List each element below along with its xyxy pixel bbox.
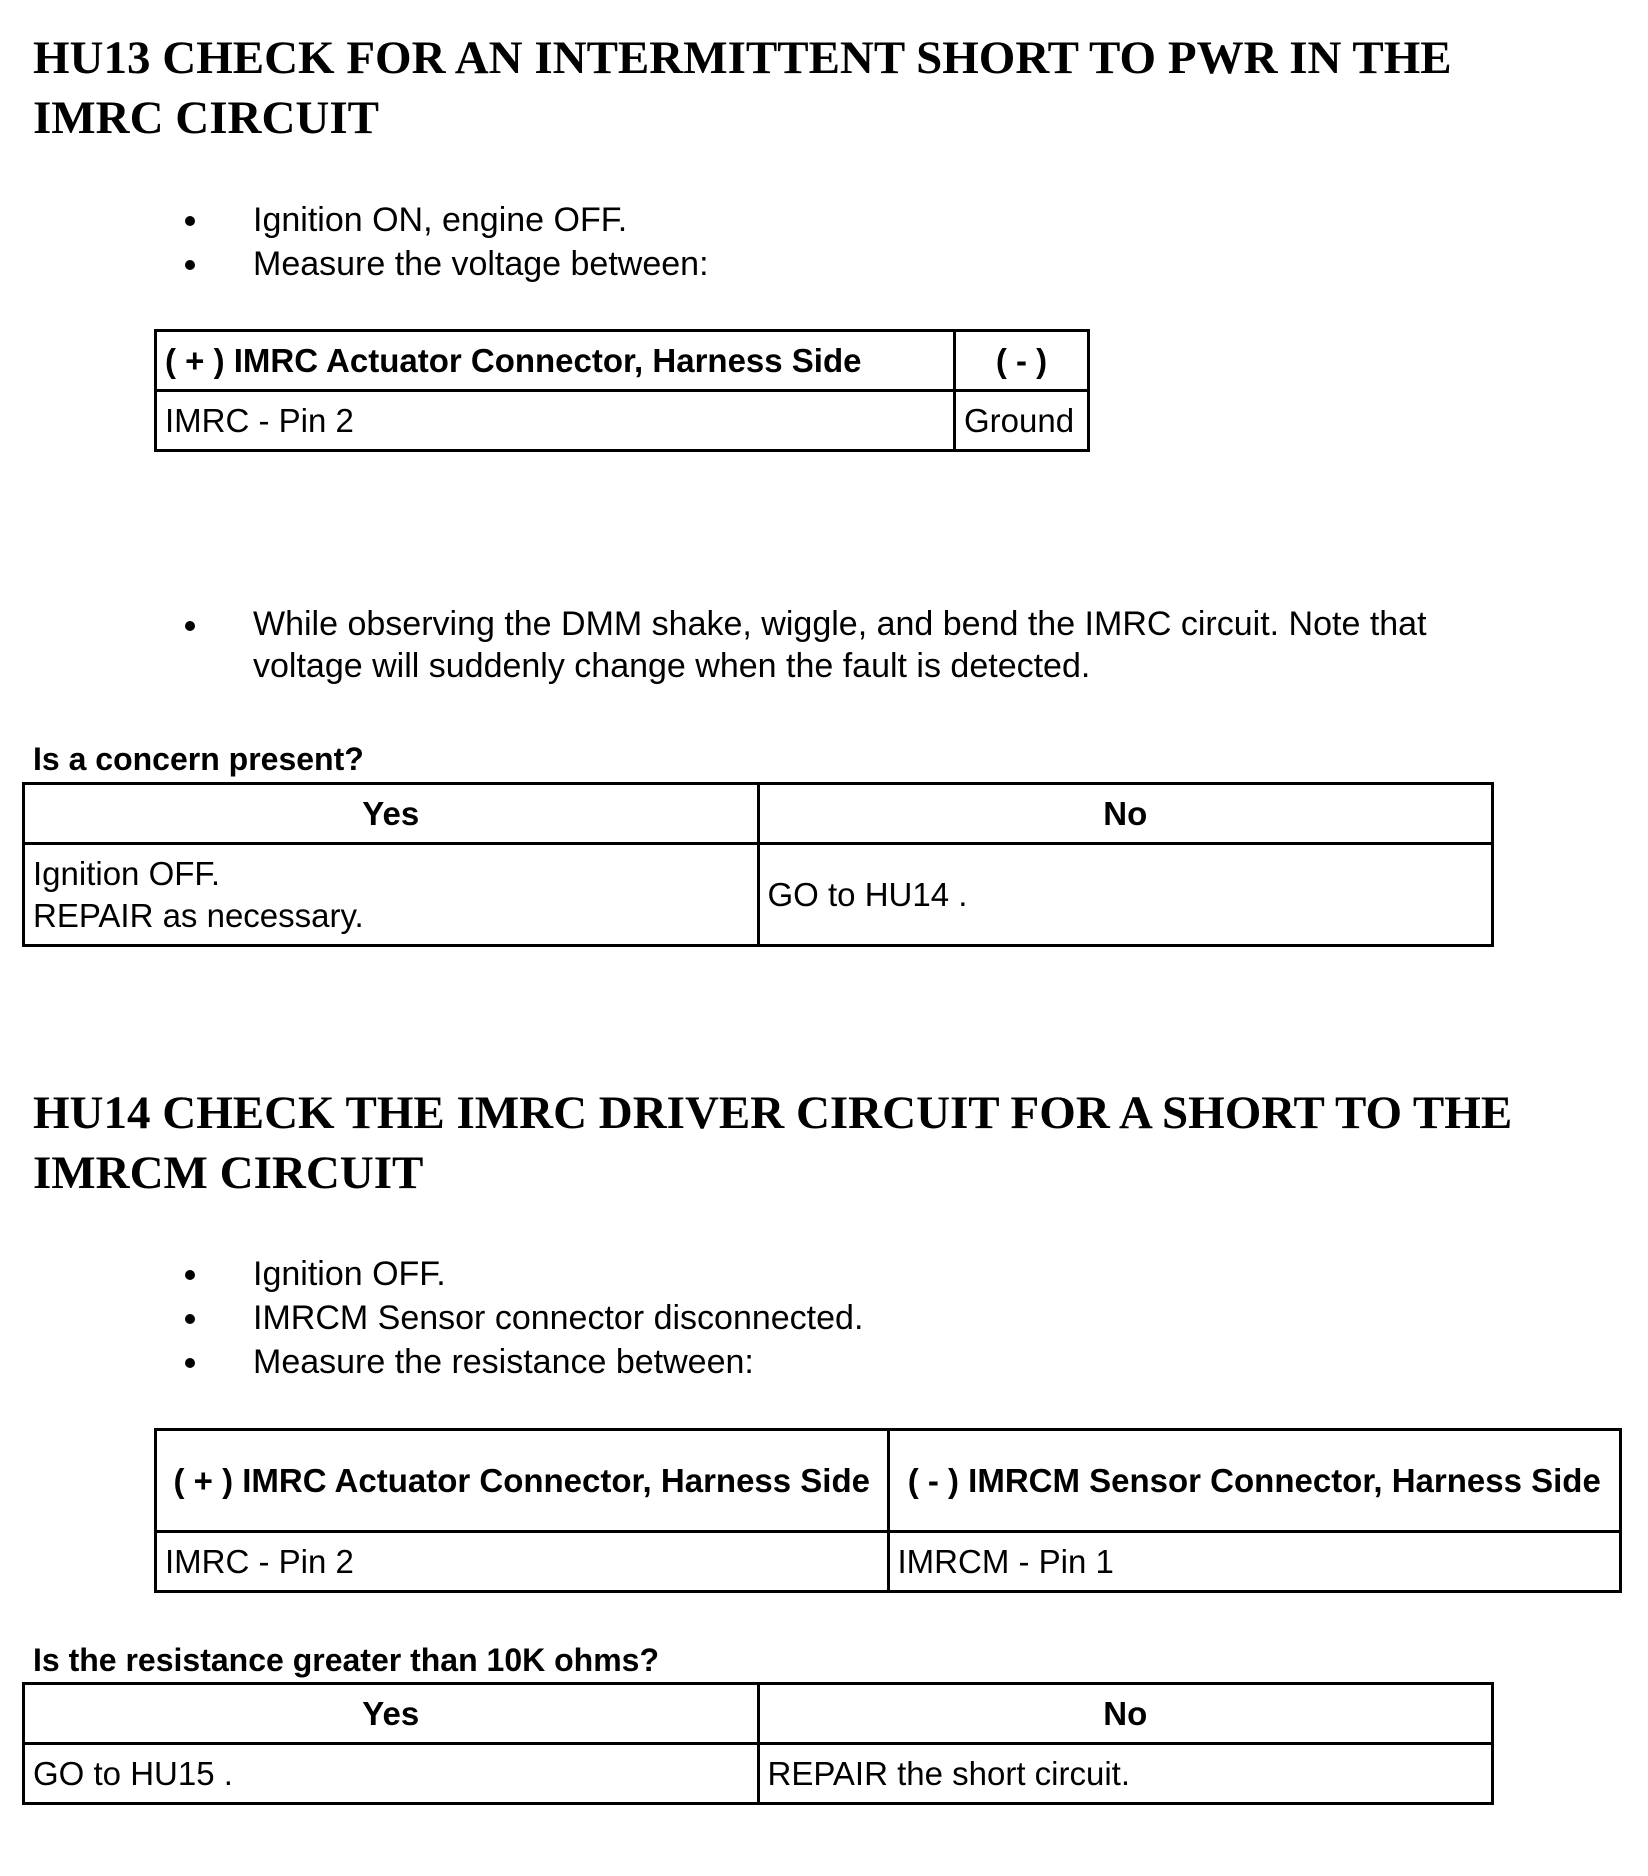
hu14-question: Is the resistance greater than 10K ohms? [33, 1642, 659, 1678]
yes-cell: GO to HU15 . [24, 1744, 759, 1804]
no-header: No [758, 1684, 1493, 1744]
table-header-row [156, 331, 1089, 391]
table-row [24, 1744, 1493, 1804]
hu14-step-list [0, 1252, 863, 1384]
table-header-cell: ( - ) [955, 331, 1089, 391]
hu14-measure-table [154, 1428, 1622, 1593]
hu14-result-table [22, 1682, 1494, 1805]
table-header-cell: ( + ) IMRC Actuator Connector, Harness Side [156, 331, 955, 391]
yes-header: Yes [24, 1684, 759, 1744]
bullet-icon [185, 260, 195, 270]
list-item: Measure the resistance between: [0, 1340, 863, 1384]
list-item: Ignition OFF. [0, 1252, 863, 1296]
yes-cell: Ignition OFF. REPAIR as necessary. [24, 844, 759, 946]
hu13-result-table [22, 782, 1494, 947]
table-cell: IMRC - Pin 2 [156, 391, 955, 451]
table-header-cell: ( - ) IMRCM Sensor Connector, Harness Side [888, 1430, 1621, 1532]
hu13-question: Is a concern present? [33, 741, 364, 777]
hu13-heading: HU13 CHECK FOR AN INTERMITTENT SHORT TO PWR IN THE IMRC CIRCUIT [33, 32, 1452, 144]
list-item: IMRCM Sensor connector disconnected. [0, 1296, 863, 1340]
no-header: No [758, 784, 1493, 844]
bullet-icon [185, 1358, 195, 1368]
table-header-cell: ( + ) IMRC Actuator Connector, Harness Side [156, 1430, 889, 1532]
hu13-observe-step [0, 603, 1513, 687]
table-row [24, 844, 1493, 946]
no-cell: REPAIR the short circuit. [758, 1744, 1493, 1804]
hu13-step-list [0, 198, 709, 286]
table-header-row [24, 1684, 1493, 1744]
list-item: While observing the DMM shake, wiggle, and bend the IMRC circuit. Note that voltage will suddenly change when the fault is detected. [0, 603, 1513, 687]
bullet-icon [185, 1270, 195, 1280]
yes-header: Yes [24, 784, 759, 844]
bullet-icon [185, 1314, 195, 1324]
hu14-heading: HU14 CHECK THE IMRC DRIVER CIRCUIT FOR A SHORT TO THE IMRCM CIRCUIT [33, 1087, 1513, 1199]
list-item: Ignition ON, engine OFF. [0, 198, 709, 242]
table-cell: Ground [955, 391, 1089, 451]
table-cell: IMRCM - Pin 1 [888, 1532, 1621, 1592]
table-row [156, 391, 1089, 451]
bullet-icon [185, 216, 195, 226]
hu13-measure-table [154, 329, 1090, 452]
table-header-row [156, 1430, 1621, 1532]
table-header-row [24, 784, 1493, 844]
table-row [156, 1532, 1621, 1592]
list-item: Measure the voltage between: [0, 242, 709, 286]
no-cell: GO to HU14 . [758, 844, 1493, 946]
bullet-icon [185, 621, 195, 631]
table-cell: IMRC - Pin 2 [156, 1532, 889, 1592]
